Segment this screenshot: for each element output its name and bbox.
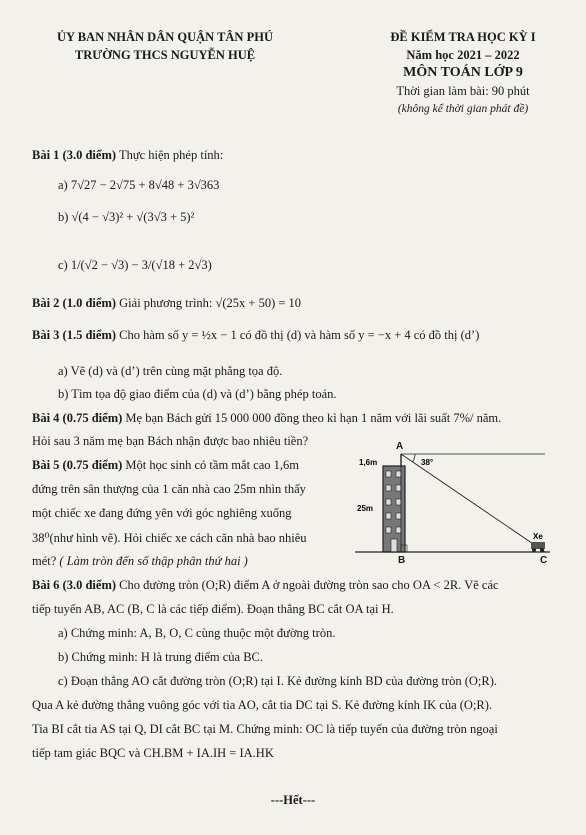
problem-5-line3: một chiếc xe đang đứng yên với góc nghiêng xuống [32,506,292,520]
problem-6c: c) Đoạn thẳng AO cắt đường tròn (O;R) tại I. Kẻ đường kính BD của đường tròn (O;R). [58,674,498,688]
problem-6-line3: Qua A kẻ đường thẳng vuông góc với tia AO, cắt tia DC tại S. Kẻ đường kính IK của (O;R). [32,698,493,712]
school-year: Năm học 2021 – 2022 [406,48,520,62]
label-25m: 25m [357,504,374,513]
problem-6-line4: Tia BI cắt tia AS tại Q, DI cắt BC tại M. Chứng minh: OC là tiếp tuyến của đường tròn ngoại [32,722,498,736]
angle-arc [413,454,415,462]
problem-6-line5: tiếp tam giác BQC và CH.BM + IA.IH = IA.HK [32,746,274,760]
problem-6b: b) Chứng minh: H là trung điểm của BC. [58,650,264,664]
problem-1c: c) 1/(√2 − √3) − 3/(√18 + 2√3) [58,258,212,272]
building-figure [355,441,555,566]
problem-4-line2: Hỏi sau 3 năm mẹ bạn Bách nhận được bao nhiêu tiền? [32,434,309,448]
header-left [40,28,290,64]
header-right [368,28,558,118]
problem-1b: b) √(4 − √3)² + √(3√3 + 5)² [58,210,195,224]
label-A: A [396,441,404,452]
problem-3b: b) Tìm tọa độ giao điểm của (d) và (d’) bằng phép toán. [58,387,337,401]
figure-svg [355,453,555,558]
problem-3a: a) Vẽ (d) và (d’) trên cùng mặt phẳng tọa độ. [58,364,283,378]
problem-5-question: mét? [32,554,57,568]
problem-1-head: Bài 1 (3.0 điểm) [32,148,117,162]
problem-5 [32,458,299,473]
problem-3-head: Bài 3 (1.5 điểm) [32,328,117,342]
problem-6-line1: Cho đường tròn (O;R) điểm A ở ngoài đường tròn sao cho OA < 2R. Vẽ các [119,578,499,592]
problem-5-line1: Một học sinh có tầm mắt cao 1,6m [125,458,299,472]
label-B: B [398,555,406,566]
sight-line [401,454,545,552]
problem-4 [32,411,501,426]
problem-1-text: Thực hiện phép tính: [118,148,224,162]
problem-2 [32,296,301,311]
problem-1 [32,148,223,163]
problem-4-line1: Mẹ bạn Bách gửi 15 000 000 đồng theo kì hạn 1 năm với lãi suất 7%/ năm. [125,411,502,425]
rounding-note: ( Làm tròn đến số thập phân thứ hai ) [59,554,248,568]
problem-2-head: Bài 2 (1.0 điểm) [32,296,117,310]
car [531,542,545,549]
district-name: ỦY BAN NHÂN DÂN QUẬN TÂN PHÚ [57,30,273,44]
label-38deg: 38° [421,458,434,467]
problem-3-text: Cho hàm số y = ½x − 1 có đồ thị (d) và hàm số y = −x + 4 có đồ thị (d’) [119,328,480,342]
problem-6 [32,578,499,593]
problem-6-head: Bài 6 (3.0 điểm) [32,578,117,592]
exam-time: Thời gian làm bài: 90 phút [396,84,530,98]
time-note: (không kể thời gian phát đề) [397,103,529,115]
problem-5-line5 [32,554,248,569]
exam-title: ĐỀ KIỂM TRA HỌC KỲ I [390,30,536,44]
end-mark: ---Hết--- [270,793,316,807]
problem-2-text: Giải phương trình: √(25x + 50) = 10 [119,296,302,310]
subject: MÔN TOÁN LỚP 9 [403,65,523,80]
problem-3 [32,328,479,343]
problem-4-head: Bài 4 (0.75 điểm) [32,411,123,425]
problem-5-head: Bài 5 (0.75 điểm) [32,458,123,472]
problem-6a: a) Chứng minh: A, B, O, C cùng thuộc một đường tròn. [58,626,336,640]
problem-6-line2: tiếp tuyến AB, AC (B, C là các tiếp điểm). Đoạn thẳng BC cắt OA tại H. [32,602,394,616]
problem-1a: a) 7√27 − 2√75 + 8√48 + 3√363 [58,178,220,192]
label-1-6m: 1,6m [359,458,378,467]
problem-5-line2: đứng trên sân thượng của 1 căn nhà cao 25m nhìn thấy [32,482,306,496]
school-name: TRƯỜNG THCS NGUYỄN HUỆ [74,48,256,62]
label-xe: Xe [533,532,543,541]
label-C: C [540,555,548,566]
problem-5-line4: 38⁰(như hình vẽ). Hỏi chiếc xe cách căn nhà bao nhiêu [32,531,307,545]
